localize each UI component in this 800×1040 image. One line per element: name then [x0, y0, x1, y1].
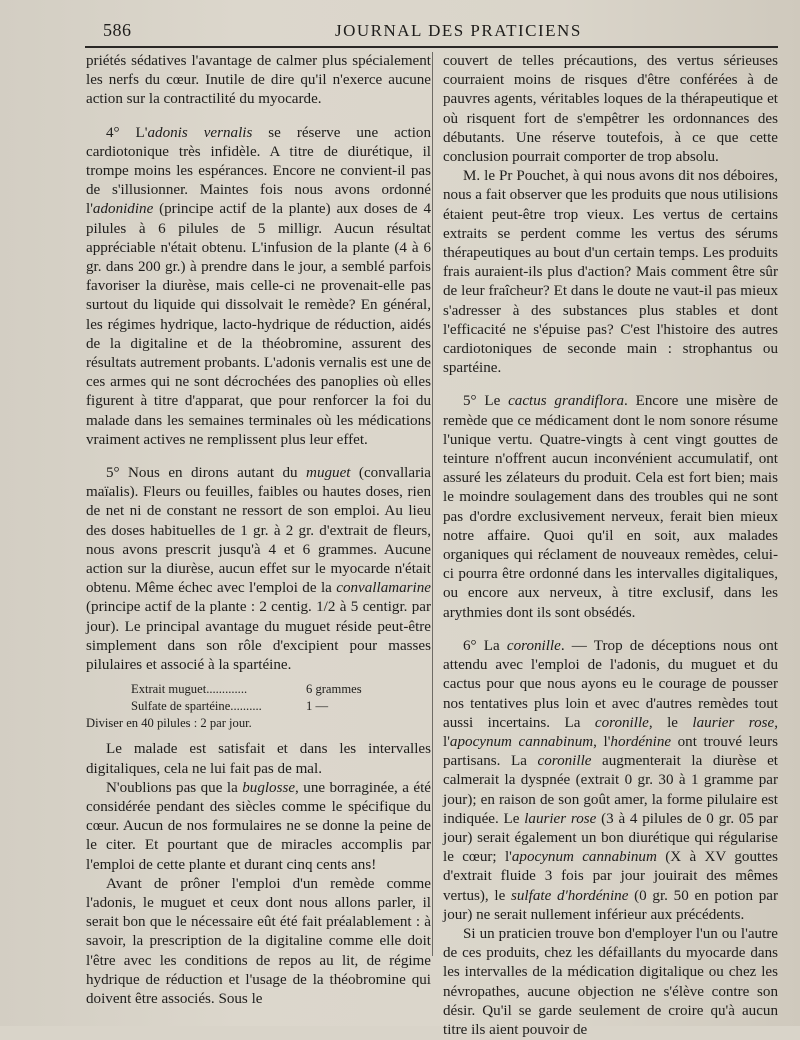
- text-run: 5° Nous en dirons autant du: [106, 465, 307, 482]
- italic-term: cactus grandiflora: [508, 393, 625, 410]
- page-header: [85, 14, 770, 40]
- paragraph: Si un praticien trouve bon d'employer l'un ou l'autre de ces produits, chez les défaillants du myocarde dans les intervalles de la médication digitalique ou chez les névropathes, aucune objection ne s'élève contre son désir. Qu'il se garde seulement de croire qu'à aucun titre ils aient pouvoir de: [443, 925, 778, 1038]
- italic-term: hordénine: [610, 733, 672, 750]
- text-run: , une borraginée, a été considérée pendant des siècles comme le spécifique du cœur. Aucun de nos formulaires ne se donne la peine de le citer. Et pourtant que de miracles accomplis par l'emploi de cette plante et durant cinq cents ans!: [86, 779, 431, 873]
- formula-row: [86, 698, 431, 715]
- formula-row: [86, 681, 431, 698]
- italic-term: laurier rose: [692, 714, 775, 731]
- text-run: augmenterait la diurèse et calmerait la dyspnée (extrait 0 gr. 30 à 1 gramme par jour); en raison de son goût amer, la forme pilulaire est indiquée. Le: [443, 753, 778, 827]
- paragraph-buglosse: [86, 779, 431, 875]
- italic-term: convallamarine: [336, 580, 431, 597]
- text-run: (convallaria maïalis). Fleurs ou feuilles, faibles ou hautes doses, rien de net ni de constant ne ressort de son emploi. Au lieu des doses habituelles de 1 gr. à 2 gr. d'extrait de fleurs, nous avons prescrit jusqu'à 4 et 6 grammes. Aucune action sur la diurèse, aucun effet sur le myocarde n'était obtenu. Même échec avec l'emploi de la: [86, 465, 431, 597]
- text-run: (0 gr. 50 en potion par jour) ne serait nullement inférieur aux précédents.: [443, 887, 778, 923]
- text-run: (3 à 4 pilules de 0 gr. 05 par jour) serait également un bon diurétique qui régularise le cœur; l': [443, 810, 778, 866]
- text-run: (principe actif de la plante) aux doses de 4 pilules à 6 pilules de 5 milligr. Aucun résultat appréciable n'était obtenu. L'infusion de la plante (4 à 6 gr. dans 200 gr.) à prendre dans le jour, a semblé parfois favoriser la diurèse, mais celle-ci ne provenait-elle pas surtout du liquide qui dissolvait le remède? En général, les régimes hydrique, lacto-hydrique de réduction, aidés de la digitaline et de la théobromine, assurent des résultats autrement probants. L'adonis vernalis est une de ces armes qui ne sont décrochées des panoplies où elles figurent à titre d'apparat, que pour renforcer la foi du malade dans les semaines terminales où les médications vraiment actives ne remplissent plus leur effet.: [86, 201, 431, 448]
- text-run: , le: [648, 714, 693, 731]
- italic-term: coronille: [594, 714, 649, 731]
- text-run: . — Trop de déceptions nous ont attendu avec l'emploi de l'adonis, du muguet et du cactus pour que nous ayons eu le courage de pousser nos tentatives plus loin et avec d'autres remèdes tout aussi incertains. La: [443, 637, 778, 731]
- paragraph-coronille: [443, 637, 778, 925]
- right-column: [443, 52, 778, 1040]
- italic-term: buglosse: [242, 779, 296, 796]
- paragraph: Avant de prôner l'emploi d'un remède comme l'adonis, le muguet et ceux dont nous allons parler, il serait bon que le nécessaire eût été fait préalablement : à savoir, la prescription de la digitaline comme elle doit l'être avec les conditions de repos au lit, de régime hydrique de réduction et l'usage de la théobromine qui doivent être associés. Sous le: [86, 875, 431, 1007]
- text-run: 5° Le: [463, 393, 509, 410]
- italic-term: apocynum cannabinum: [511, 849, 657, 866]
- paragraph-muguet: [86, 464, 431, 675]
- italic-term: sulfate d'hordénine: [511, 887, 629, 904]
- paragraph: couvert de telles précautions, des vertus sérieuses courraient moins de risques d'être conférées à de pauvres agents, véritables loques de la thérapeutique et où risquent fort de s'empêtrer les ordonnances des débutants. Une réserve toutefois, à ce que cette conclusion pourrait comporter de trop absolu.: [443, 53, 778, 166]
- text-run: 4° L': [106, 124, 148, 141]
- italic-term: adonidine: [92, 201, 154, 218]
- page-number: 586: [103, 20, 132, 40]
- header-rule: [85, 46, 778, 48]
- text-run: ont trouvé leurs partisans. La: [443, 733, 778, 770]
- italic-term: apocynum cannabinum: [449, 733, 594, 750]
- prescription-formula: [86, 681, 431, 732]
- paragraph-pouchet: M. le Pr Pouchet, à qui nous avons dit nos déboires, nous a fait observer que les produits que nous utilisions étaient peut-être trop vieux. Les vertus de certains extraits se perdent comme les vertus des sérums thérapeutiques au bout d'un certain temps. Les produits frais auraient-ils plus d'action? Mais comment être sûr de leur fraîcheur? Et dans le doute ne vaut-il pas mieux s'adresser à des substances plus stables et dont l'efficacité ne s'épuise pas? C'est l'histoire des autres cardiotoniques de seconde main : strophantus ou spartéine.: [443, 168, 778, 377]
- formula-quantity: 6 grammes: [306, 682, 362, 697]
- italic-term: adonis vernalis: [147, 124, 253, 141]
- paragraph-cactus: [443, 392, 778, 622]
- formula-note: Diviser en 40 pilules : 2 par jour.: [86, 716, 252, 731]
- text-run: N'oublions pas que la: [106, 779, 243, 796]
- text-run: , l': [443, 714, 778, 750]
- left-column: [86, 52, 431, 1009]
- formula-quantity: 1 —: [306, 699, 329, 714]
- italic-term: muguet: [306, 465, 351, 482]
- text-run: . Encore une misère de remède que ce médicament dont le nom sonore résume l'unique vertu. Quatre-vingts à cent vingt gouttes de teinture n'offrent aucun inconvénient accumulatif, ont assuré les zélateurs du produit. Cela est fort bien; mais le moindre soulagement dans des troubles qui ne sont pas d'ordre exclusivement nerveux, ferait bien mieux notre affaire. Quoi qu'il en soit, aux malades organiques qui réclament de nouveaux remèdes, celui-ci pourra être ordonné dans les intervalles digitaliques, ou encore aux nerveux, à titre exclusif, dans les arythmies dont ils sont obsédés.: [443, 393, 778, 621]
- paragraph: Le malade est satisfait et dans les intervalles digitaliques, cela ne lui fait pas de mal.: [86, 741, 431, 777]
- text-run: se réserve une action cardiotonique très infidèle. A titre de diurétique, il trompe moins les espérances. Encore ne convient-il pas de s'illusionner. Maintes fois nous avons ordonné l': [86, 124, 431, 218]
- text-run: (X à XV gouttes d'extrait fluide 3 fois par jour jouirait des mêmes vertus), le: [443, 849, 778, 904]
- italic-term: coronille: [506, 637, 561, 654]
- running-title: JOURNAL DES PRATICIENS: [335, 21, 582, 40]
- italic-term: laurier rose: [524, 810, 597, 827]
- text-run: , l': [593, 733, 611, 750]
- paragraph-adonis: [86, 124, 431, 450]
- italic-term: coronille: [537, 753, 592, 770]
- paragraph: priétés sédatives l'avantage de calmer plus spécialement les nerfs du cœur. Inutile de dire qu'il n'exerce aucune action sur la contractilité du myocarde.: [86, 53, 431, 108]
- text-run: (principe actif de la plante : 2 centig. 1/2 à 5 centigr. par jour). Le principal avantage du muguet réside peut-être simplement dans son rôle d'excipient pour masses pilulaires et associé à la spartéine.: [86, 599, 431, 674]
- column-divider: [432, 52, 433, 956]
- formula-ingredient: Extrait muguet.............: [131, 682, 248, 697]
- text-run: 6° La: [463, 637, 507, 654]
- formula-ingredient: Sulfate de spartéine..........: [131, 699, 262, 714]
